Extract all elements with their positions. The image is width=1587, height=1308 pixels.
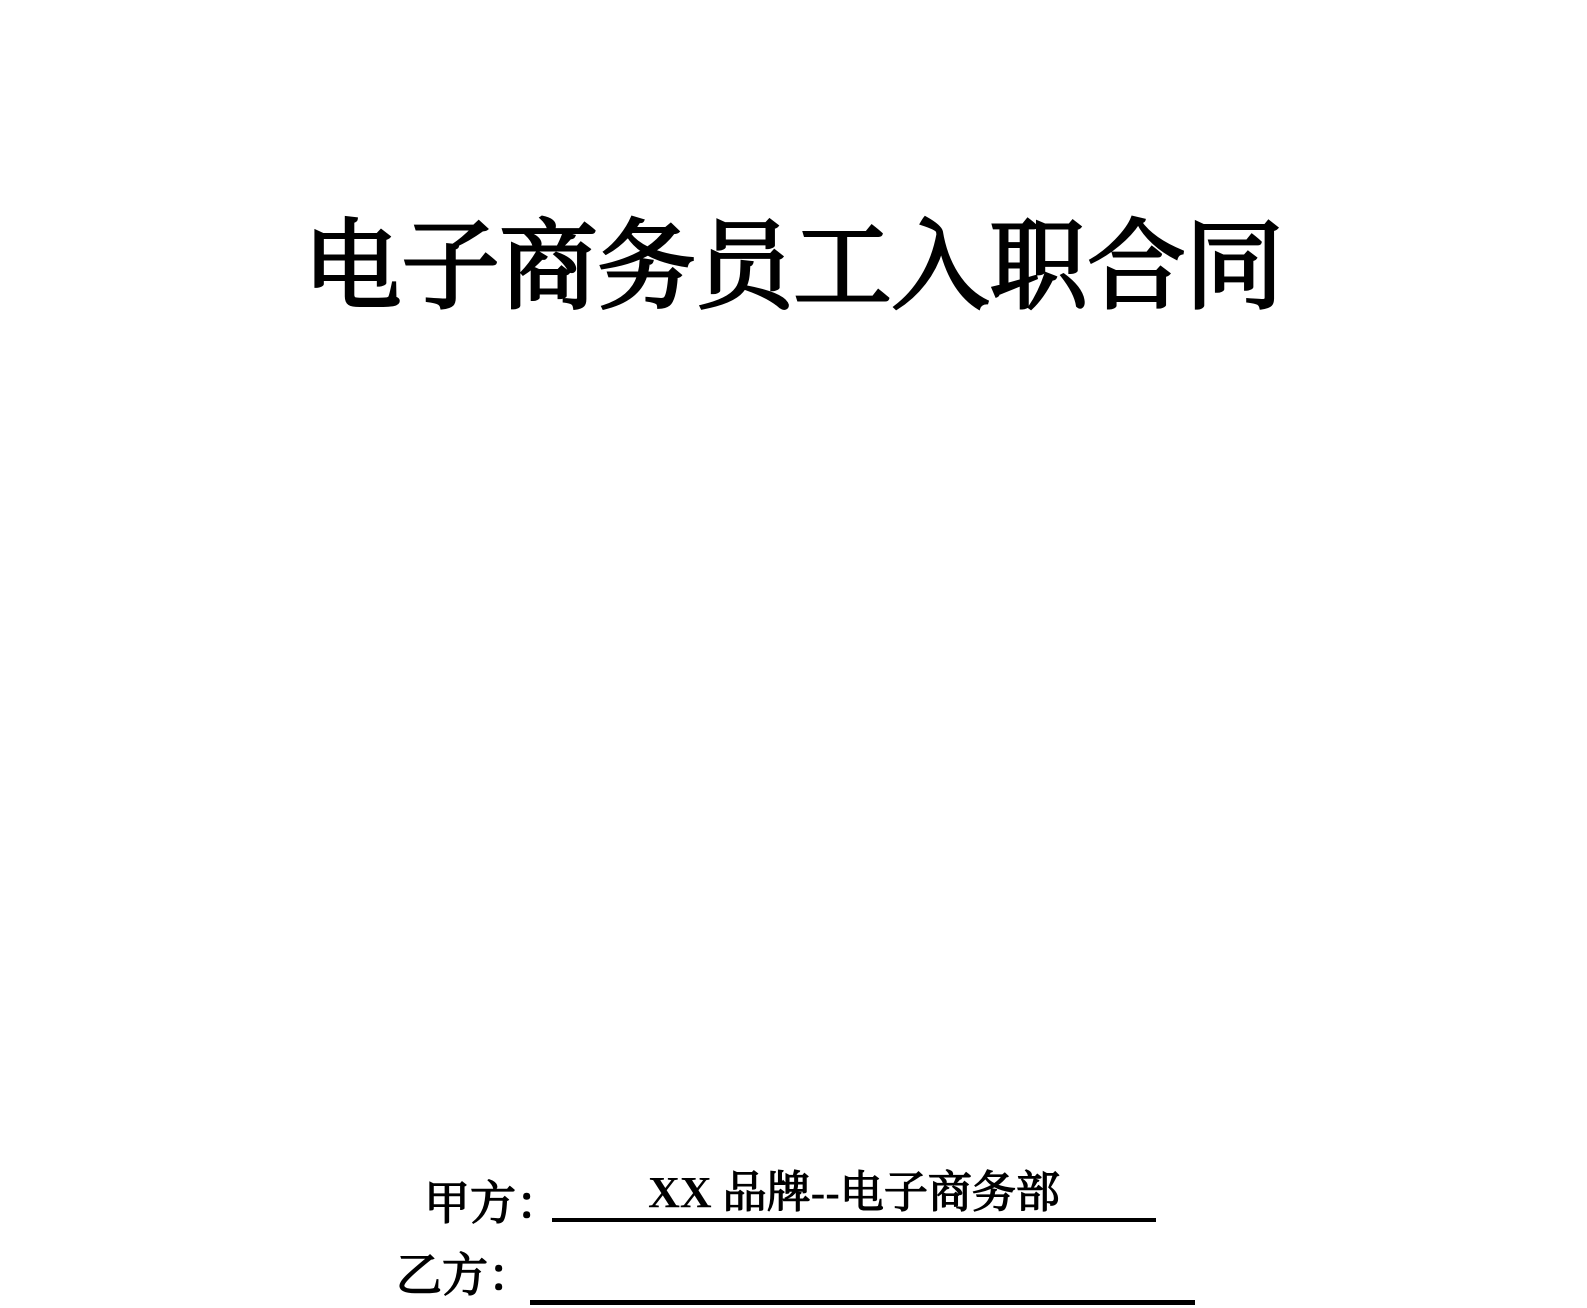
party-a-value-field[interactable]: XX 品牌--电子商务部 (552, 1168, 1156, 1222)
contract-title: 电子商务员工入职合同 (303, 214, 1284, 322)
party-a-label: 甲方： (424, 1178, 562, 1229)
party-b-label: 乙方： (396, 1250, 534, 1301)
party-b-value-field[interactable] (530, 1255, 1195, 1305)
